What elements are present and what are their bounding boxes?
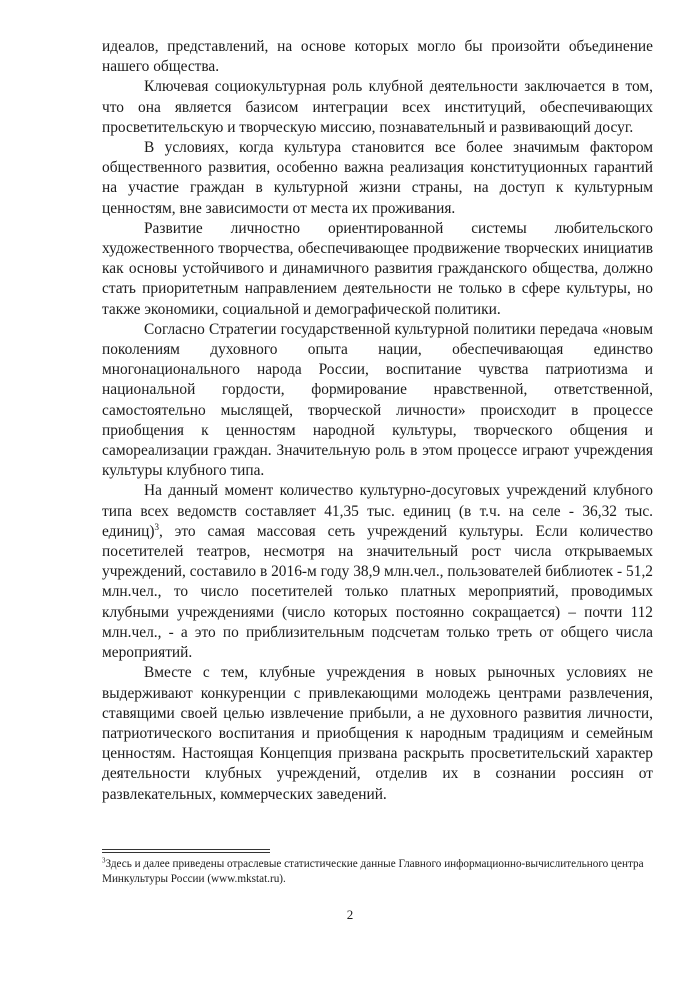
paragraph-6-text-b: , это самая массовая сеть учреждений культуры. Если количество посетителей театров, несмотря на значительный рост числа открываемых учреждений, составило в 2016-м году 38,9 млн.чел., пользователей библиотек - 51,2 млн.чел., то число посетителей только платных мероприятий, проводимых клубными учреждениями (число которых постоянно сокращается) – почти 112 млн.чел., - а это по приблизительным подсчетам только треть от общего числа мероприятий. [102, 522, 653, 662]
footnote-separator [102, 849, 270, 850]
document-body [102, 37, 653, 805]
paragraph-2: Ключевая социокультурная роль клубной деятельности заключается в том, что она является базисом интеграции всех институций, обеспечивающих просветительскую и творческую миссию, познавательный и развивающий досуг. [102, 78, 653, 136]
footnote-separator-second [102, 852, 270, 853]
footnote-mark: 3 [102, 856, 106, 865]
paragraph-1: идеалов, представлений, на основе которых могло бы произойти объединение нашего общества. [102, 38, 653, 76]
paragraph-3: В условиях, когда культура становится все более значимым фактором общественного развития, особенно важна реализация конституционных гарантий на участие граждан в культурной жизни страны, на доступ к культурным ценностям, вне зависимости от места их проживания. [102, 139, 653, 217]
paragraph-7: Вместе с тем, клубные учреждения в новых рыночных условиях не выдерживают конкуренции с привлекающими молодежь центрами развлечения, ставящими своей целью извлечение прибыли, а не духовного развития личности, патриотического воспитания и приобщения к народным традициям и семейным ценностям. Настоящая Концепция призвана раскрыть просветительский характер деятельности клубных учреждений, отделив их в сознании россиян от развлекательных, коммерческих заведений. [102, 664, 653, 803]
footnote-text: Здесь и далее приведены отраслевые статистические данные Главного информационно-вычислительного центра Минкультуры России (www.mkstat.ru). [102, 858, 644, 885]
paragraph-5: Согласно Стратегии государственной культурной политики передача «новым поколениям духовного опыта нации, обеспечивающая единство многонационального народа России, воспитание чувства патриотизма и национальной гордости, формирование нравственной, ответственной, самостоятельно мыслящей, творческой личности» происходит в процессе приобщения к ценностям народной культуры, творческого общения и самореализации граждан. Значительную роль в этом процессе играют учреждения культуры клубного типа. [102, 320, 653, 480]
page-number: 2 [346, 907, 354, 922]
footnote-reference: 3 [154, 521, 160, 532]
paragraph-6-text-a: На данный момент количество культурно-досуговых учреждений клубного типа всех ведомств составляет 41,35 тыс. единиц (в т.ч. на селе - 36,32 тыс. единиц) [102, 482, 653, 540]
footnote [102, 857, 653, 887]
paragraph-4: Развитие личностно ориентированной системы любительского художественного творчества, обеспечивающее продвижение творческих инициатив как основы устойчивого и динамичного развития гражданского общества, должно стать приоритетным направлением деятельности не только в сфере культуры, но также экономики, социальной и демографической политики. [102, 219, 653, 318]
paragraph-6 [102, 481, 653, 663]
